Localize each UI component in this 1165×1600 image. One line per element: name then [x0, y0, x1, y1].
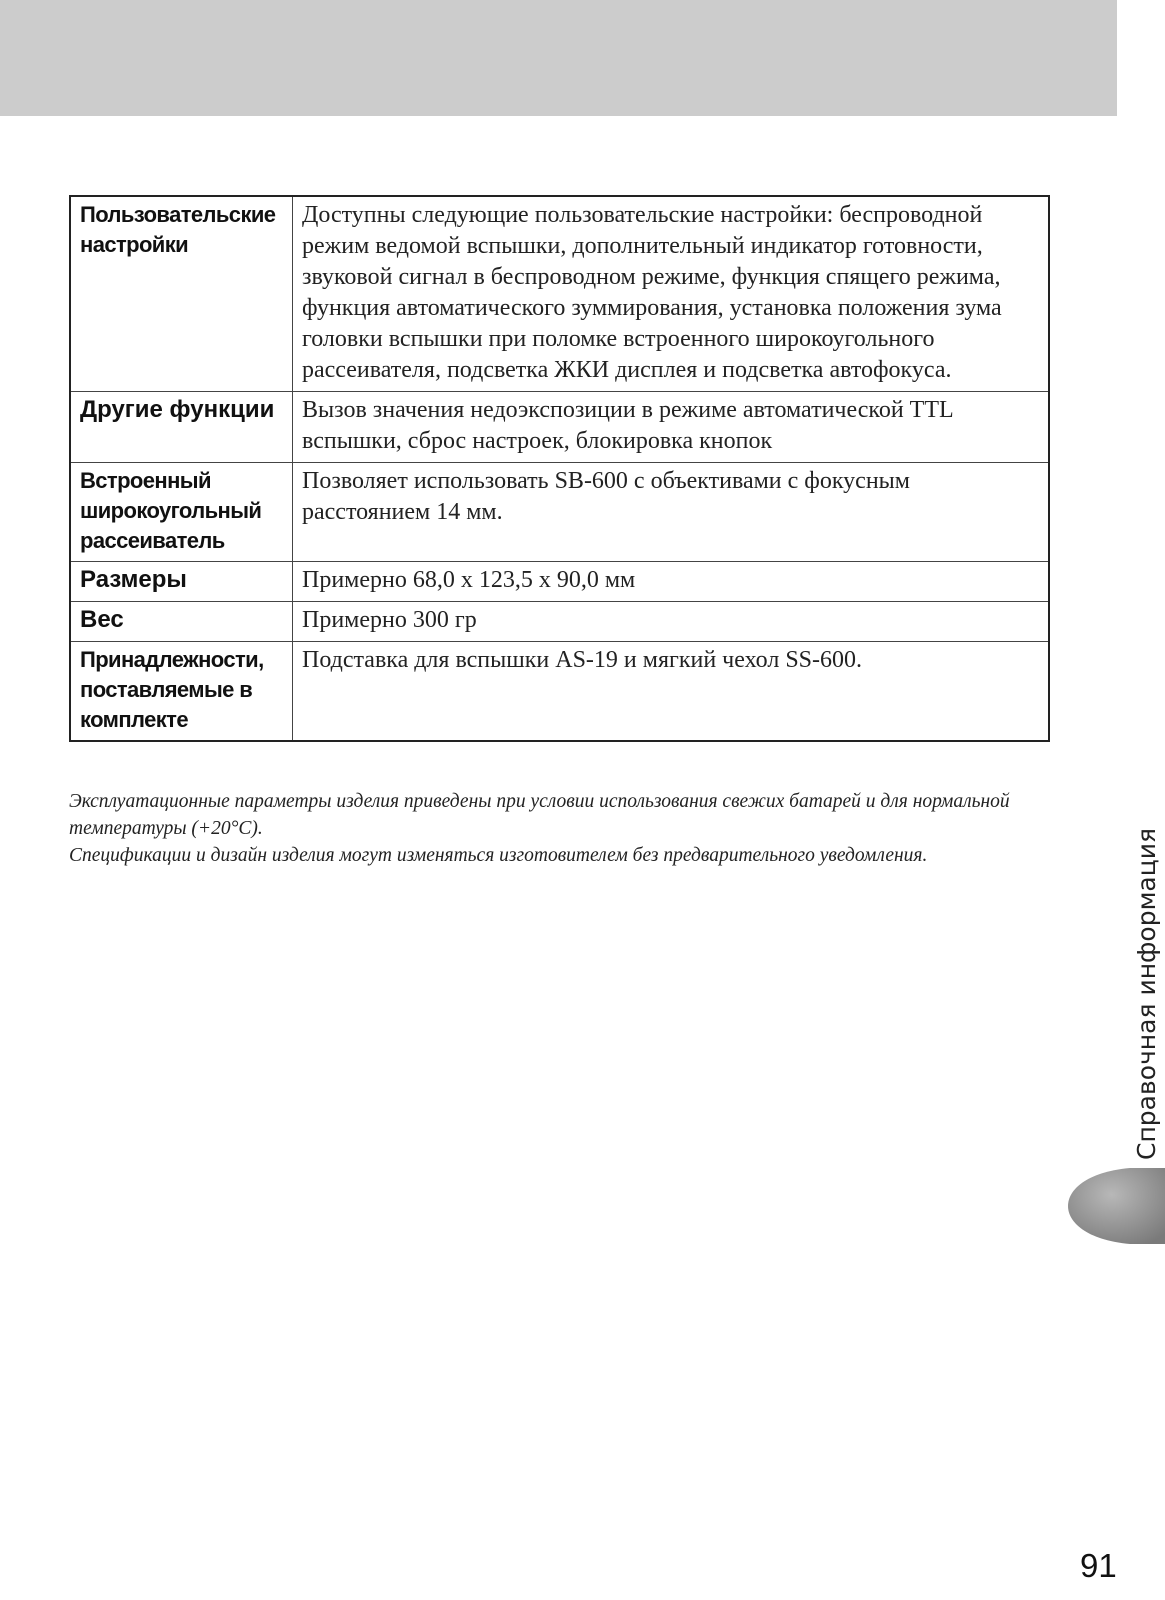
spec-value: Позволяет использовать SB-600 с объективами с фокусным расстоянием 14 мм. — [293, 463, 1050, 562]
spec-value: Примерно 68,0 х 123,5 х 90,0 мм — [293, 562, 1050, 602]
spec-label: Принадлежности, поставляемые в комплекте — [70, 642, 293, 742]
page-number: 91 — [1080, 1547, 1117, 1584]
table-row — [70, 196, 1049, 392]
table-row — [70, 562, 1049, 602]
header-band — [0, 0, 1117, 116]
table-row — [70, 602, 1049, 642]
spec-value: Доступны следующие пользовательские настройки: беспроводной режим ведомой вспышки, дополнительный индикатор готовности, звуковой сигнал в беспроводном режиме, функция спящего режима, функция автоматического зуммирования, установка положения зума головки вспышки при поломке встроенного широкоугольного рассеивателя, подсветка ЖКИ дисплея и подсветка автофокуса. — [293, 196, 1050, 392]
footnote-specs-change: Спецификации и дизайн изделия могут изменяться изготовителем без предварительного уведомления. — [69, 845, 928, 866]
spec-label: Другие функции — [70, 392, 293, 463]
spec-label: Вес — [70, 602, 293, 642]
table-row — [70, 392, 1049, 463]
spec-value: Подставка для вспышки AS-19 и мягкий чехол SS-600. — [293, 642, 1050, 742]
footnotes — [69, 788, 1049, 869]
footnote-operating-conditions: Эксплуатационные параметры изделия приведены при условии использования свежих батарей и для нормальной температуры (+20°C). — [69, 791, 1010, 839]
section-side-label: Справочная информация — [1132, 827, 1161, 1160]
spec-value: Примерно 300 гр — [293, 602, 1050, 642]
spec-value: Вызов значения недоэкспозиции в режиме автоматической TTL вспышки, сброс настроек, блокировка кнопок — [293, 392, 1050, 463]
spec-label: Встроенный широкоугольный рассеиватель — [70, 463, 293, 562]
table-row — [70, 642, 1049, 742]
specifications-table — [69, 195, 1050, 742]
spec-label: Пользовательские настройки — [70, 196, 293, 392]
spec-label: Размеры — [70, 562, 293, 602]
section-tab-shape — [1068, 1168, 1165, 1244]
section-tab — [1068, 1168, 1165, 1244]
table-row — [70, 463, 1049, 562]
